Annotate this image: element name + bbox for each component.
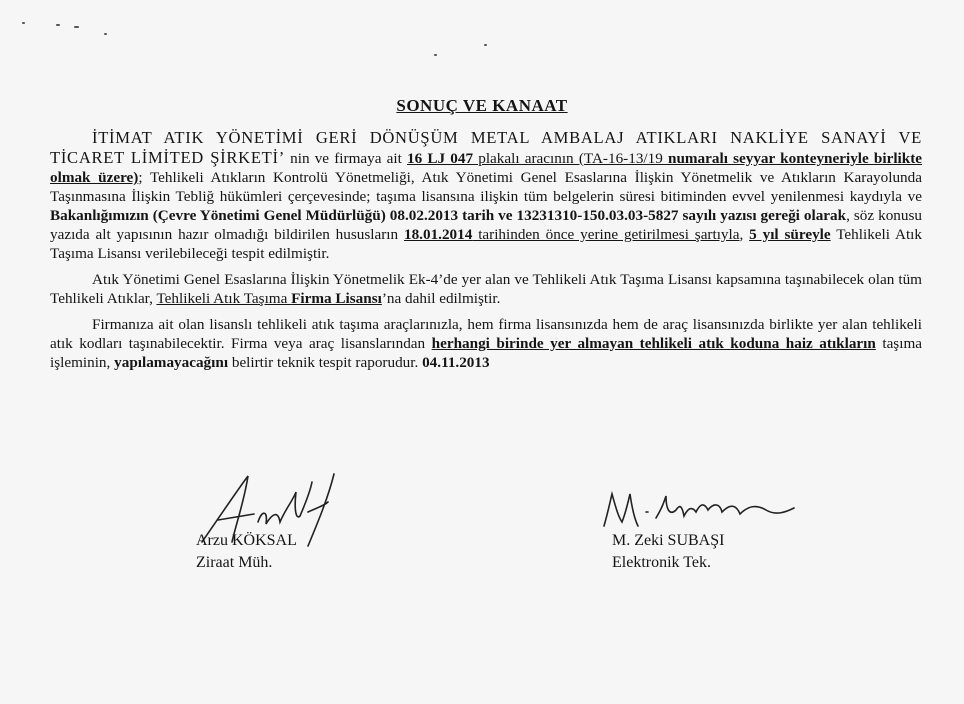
paragraph-findings (50, 128, 922, 263)
text-run: nin ve firmaya ait (284, 150, 407, 167)
vehicle-plate: 16 LJ 047 (407, 150, 474, 167)
scan-speck (484, 44, 487, 46)
text-run: , söz konusu yazıda alt yapısının hazır olmadığı bildirilen hususların (50, 207, 922, 243)
left-signatory (196, 530, 297, 574)
ministry-reference: Bakanlığımızın (Çevre Yönetimi Genel Müdürlüğü) 08.02.2013 tarih ve 13231310-150.03.03-5827 sayılı yazısı gereği olarak (50, 207, 847, 224)
scan-speck (56, 24, 60, 26)
paragraph-conditions (50, 315, 922, 372)
warning-clause: herhangi birinde yer almayan tehlikeli atık koduna haiz atıkların (431, 335, 876, 352)
right-signatory-title: Elektronik Tek. (612, 554, 712, 571)
left-signatory-name: Arzu KÖKSAL (196, 532, 297, 549)
text-run: Atık Yönetimi Genel Esaslarına İlişkin Yönetmelik Ek-4’de yer alan ve Tehlikeli Atık Taşıma Lisansı kapsamına taşınabilecek olan tüm Tehlikeli Atıklar, (50, 271, 922, 307)
text-run: belirtir teknik tespit raporudur. (228, 354, 423, 371)
cannot-clause: yapılamayacağını (114, 354, 229, 371)
company-name: İTİMAT ATIK YÖNETİMİ GERİ DÖNÜŞÜM METAL AMBALAJ ATIKLARI NAKLİYE SANAYİ VE TİCARET LİMİTED ŞİRKETİ’ (50, 128, 922, 167)
scan-speck (104, 33, 107, 35)
report-date: 04.11.2013 (422, 354, 490, 371)
license-name (156, 290, 381, 307)
document-body (50, 128, 922, 379)
paragraph-scope (50, 270, 922, 308)
right-signatory-name: M. Zeki SUBAŞI (612, 532, 725, 549)
container-clause: numaralı seyyar konteyneriyle birlikte olmak üzere) (50, 150, 923, 186)
document-title: SONUÇ VE KANAAT (396, 96, 568, 115)
license-name-bold: Firma Lisansı (291, 290, 382, 307)
deadline-date: 18.01.2014 (403, 226, 473, 243)
scan-speck (22, 22, 25, 24)
text-run: ’na dahil edilmiştir. (381, 290, 501, 307)
left-signatory-title: Ziraat Müh. (196, 554, 273, 571)
license-duration: 5 yıl süreyle (749, 226, 831, 243)
text-run: Firmanıza ait olan lisanslı tehlikeli atık taşıma araçlarınızla, hem firma lisansınızda hem de araç lisansınızda birlikte yer alan tehlikeli atık kodları taşınabilecektir. Firma veya araç lisanslarından (50, 316, 922, 352)
deadline-condition: tarihinden önce yerine getirilmesi şartıyla (472, 226, 740, 243)
text-run: , (739, 226, 750, 243)
text-run: Tehlikeli Atık Taşıma Lisansı verilebileceği tespit edilmiştir. (50, 226, 922, 262)
scan-speck (74, 26, 79, 28)
right-signatory (612, 530, 724, 574)
scan-speck (434, 54, 437, 56)
text-run: ; Tehlikeli Atıkların Kontrolü Yönetmeliği, Atık Yönetimi Genel Esaslarına İlişkin Yönetmelik ve Atıkların Karayolunda Taşınmasına İlişkin Tebliğ hükümleri çerçevesinde; taşıma lisansına ilişkin tüm belgelerin süresi bitiminden evvel yenilenmesi kaydıyla ve (50, 169, 922, 205)
text-run: taşıma işleminin, (50, 335, 922, 371)
license-name-prefix: Tehlikeli Atık Taşıma (156, 290, 292, 307)
text-run: plakalı aracının (TA-16-13/19 (473, 150, 668, 167)
